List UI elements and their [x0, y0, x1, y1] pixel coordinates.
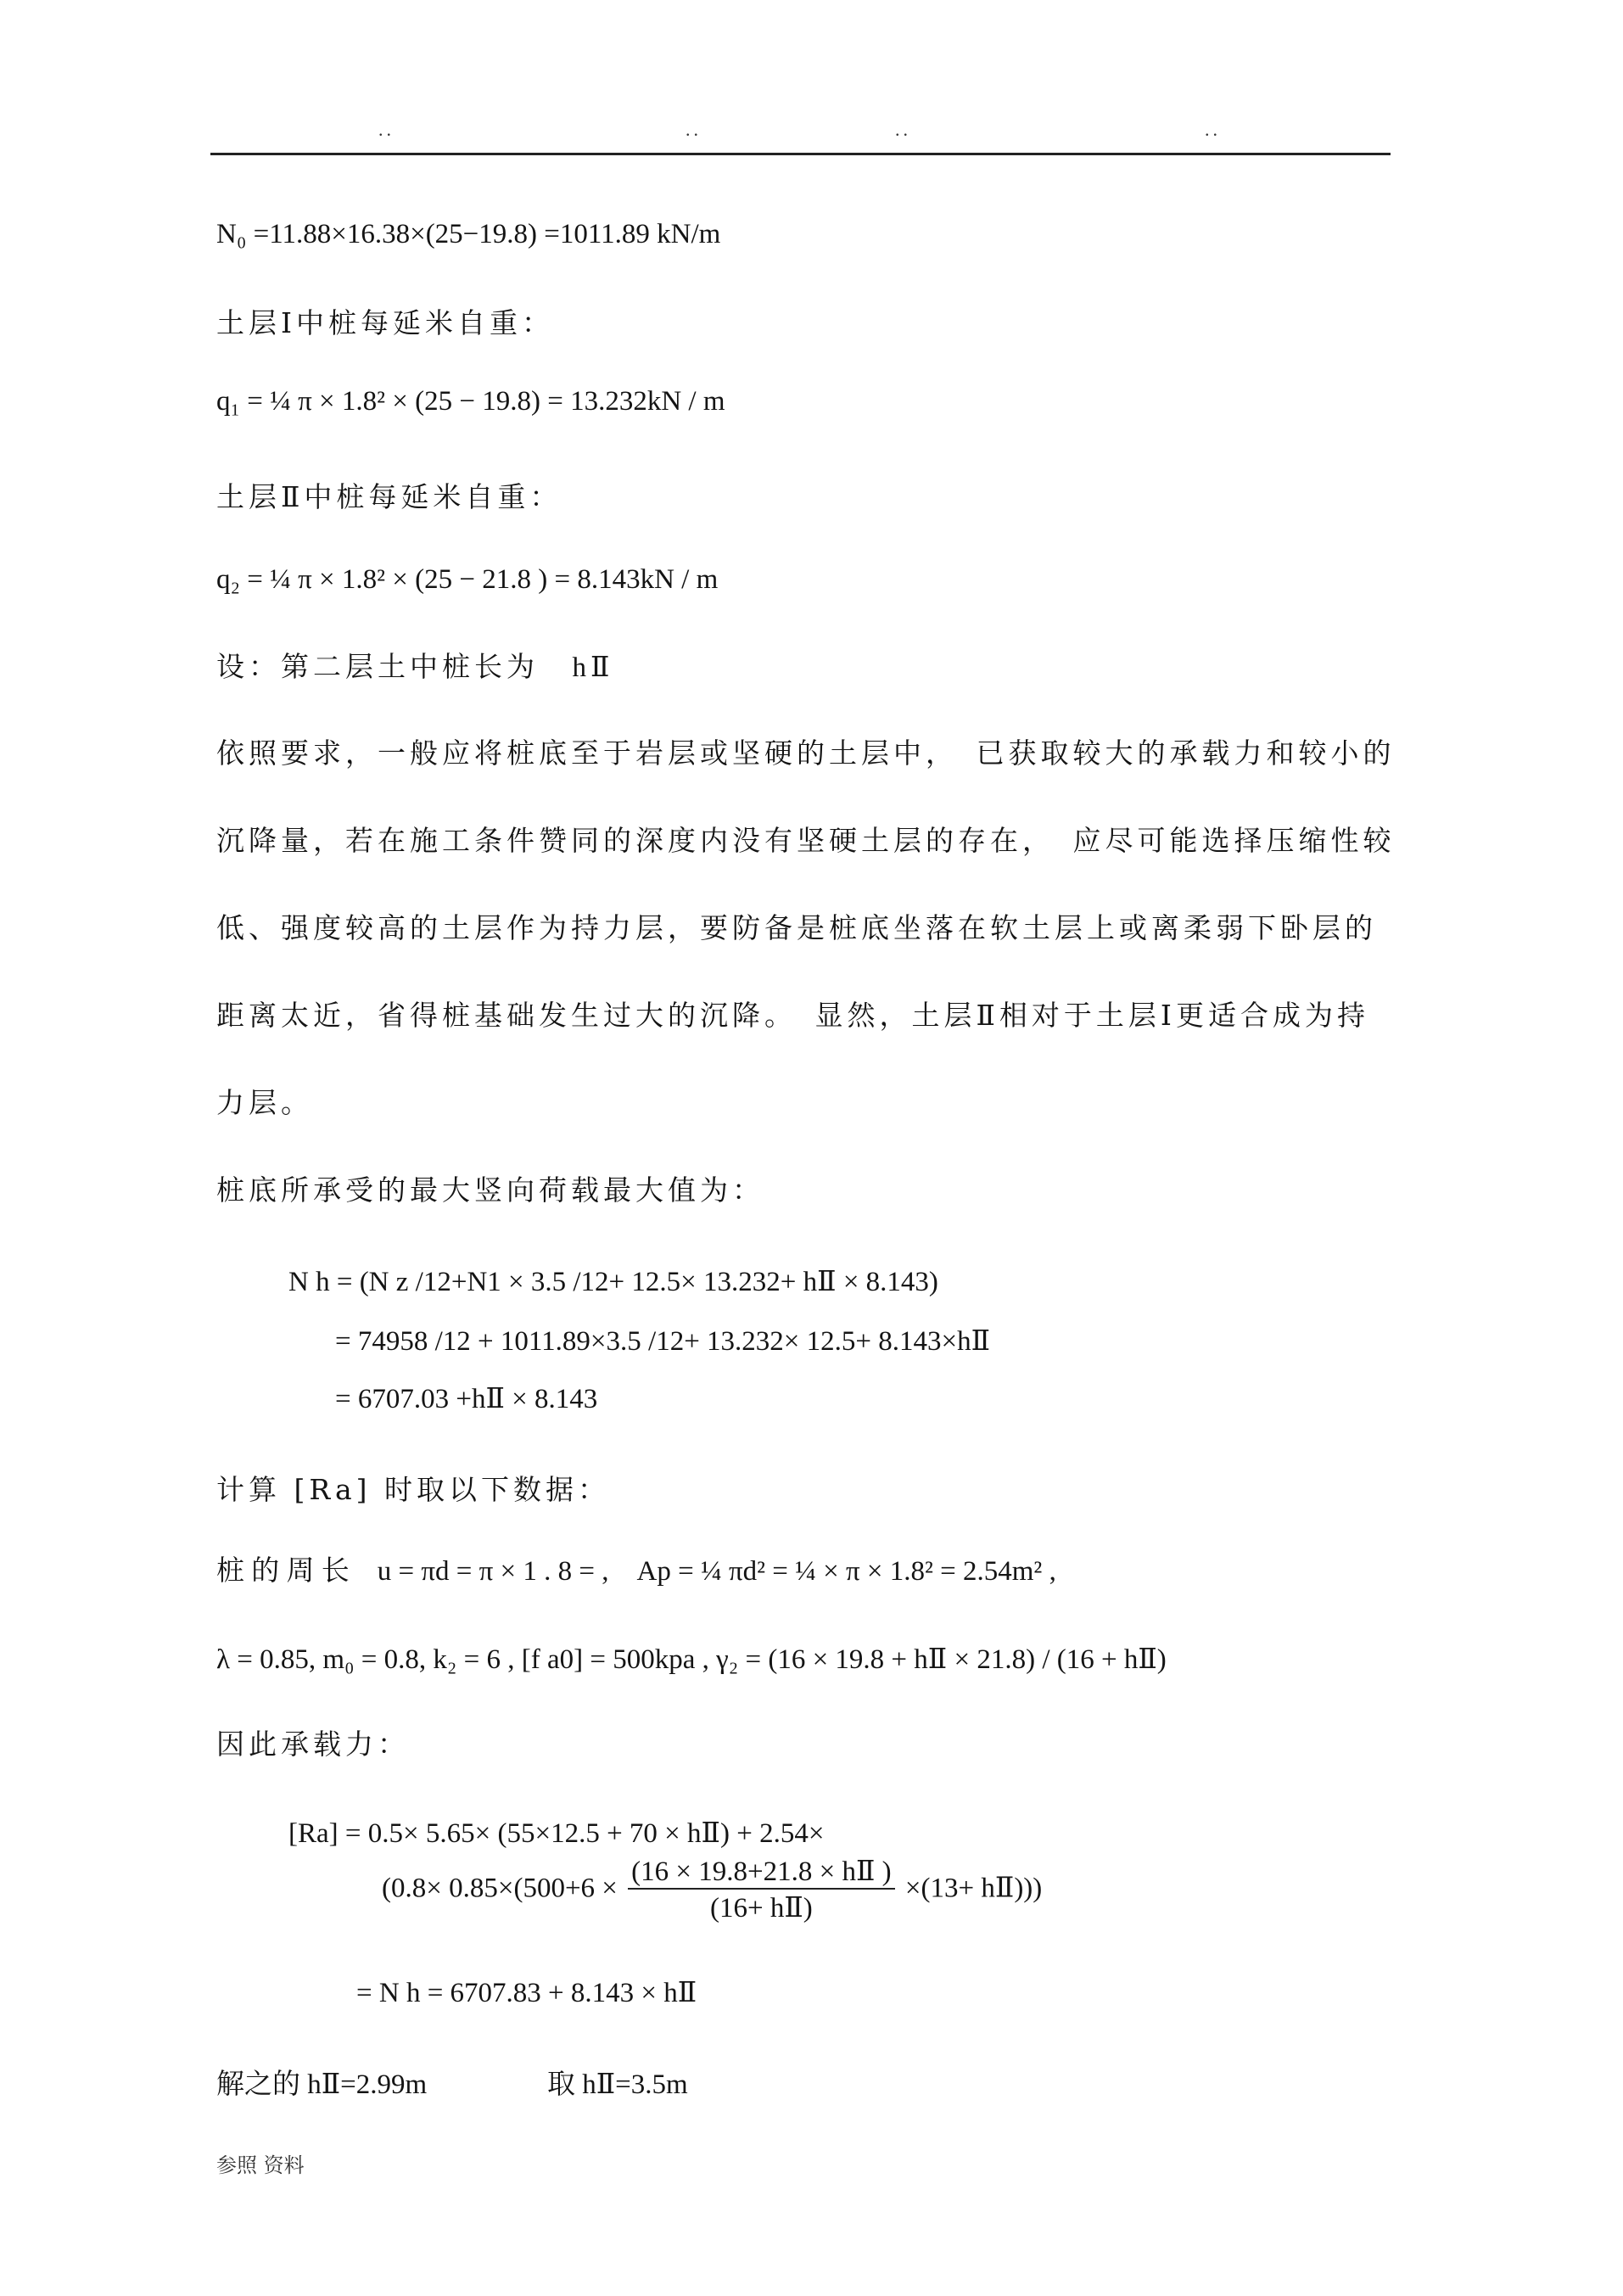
formula-ra-2-suffix: ×(13+ hⅡ))) [904, 1873, 1043, 1904]
footer-note: 参照 资料 [216, 2153, 305, 2177]
header-mark-1: .. [378, 119, 395, 140]
assume-label: 设：第二层土中桩长为 [216, 650, 539, 683]
fraction-numerator: (16 × 19.8+21.8 × hⅡ ) [628, 1858, 895, 1890]
solve-result: 解之的 hⅡ=2.99m [216, 2069, 428, 2100]
fraction-denominator: (16+ hⅡ) [710, 1893, 813, 1924]
formula-nh-2: = 74958 /12 + 1011.89×3.5 /12+ 13.232× 12.5+ 8.143×hⅡ [335, 1326, 991, 1357]
formula-q1: q₁ = ¼ π × 1.8² × (25 − 19.8) = 13.232kN / m [216, 386, 725, 417]
header-mark-3: .. [895, 119, 911, 140]
paragraph-line-2: 沉降量，若在施工条件赞同的深度内没有坚硬土层的存在， 应尽可能选择压缩性较 [216, 824, 1396, 857]
formula-ra-2-prefix: (0.8× 0.85×(500+6 × [382, 1873, 618, 1904]
calc-title: 计算 [Ra] 时取以下数据： [216, 1473, 611, 1506]
paragraph-line-3: 低、强度较高的土层作为持力层，要防备是桩底坐落在软土层上或离柔弱下卧层的 [216, 911, 1377, 944]
header-mark-2: .. [686, 119, 702, 140]
paragraph-line-4: 距离太近，省得桩基础发生过大的沉降。 显然，土层Ⅱ相对于土层Ⅰ更适合成为持 [216, 999, 1369, 1032]
formula-q2: q₂ = ¼ π × 1.8² × (25 − 21.8 ) = 8.143kN / m [216, 564, 719, 595]
formula-ra-3: = N h = 6707.83 + 8.143 × hⅡ [356, 1978, 697, 2008]
header-rule [210, 153, 1391, 155]
formula-nh-3: = 6707.03 +hⅡ × 8.143 [335, 1384, 598, 1414]
formula-nh-1: N h = (N z /12+N1 × 3.5 /12+ 12.5× 13.232+ hⅡ × 8.143) [288, 1267, 938, 1297]
formula-ra-2 [382, 1858, 1042, 1923]
layer1-title: 土层Ⅰ中桩每延米自重： [216, 306, 555, 339]
paragraph-line-1: 依照要求，一般应将桩底至于岩层或坚硬的土层中， 已获取较大的承载力和较小的 [216, 736, 1396, 770]
formula-n0: N₀ =11.88×16.38×(25−19.8) =1011.89 kN/m [216, 219, 721, 249]
assume-text [216, 645, 613, 685]
perimeter-line: 桩 的 周 长 u = πd = π × 1 . 8 = , Ap = ¼ πd² = ¼ × π × 1.8² = 2.54m² , [216, 1556, 1056, 1587]
formula-ra-1: [Ra] = 0.5× 5.65× (55×12.5 + 70 × hⅡ) + 2.54× [288, 1818, 825, 1849]
take-result: 取 hⅡ=3.5m [547, 2069, 688, 2100]
header-mark-4: .. [1205, 119, 1221, 140]
capacity-title: 因此承载力： [216, 1728, 410, 1761]
assume-symbol: hⅡ [572, 652, 614, 683]
formula-ra-2-fraction [628, 1858, 895, 1923]
params-line: λ = 0.85, m₀ = 0.8, k₂ = 6 , [f a0] = 500kpa , γ₂ = (16 × 19.8 + hⅡ × 21.8) / (16 + hⅡ) [216, 1644, 1167, 1675]
layer2-title: 土层Ⅱ中桩每延米自重： [216, 480, 562, 513]
paragraph-line-5: 力层。 [216, 1086, 313, 1119]
max-load-title: 桩底所承受的最大竖向荷载最大值为： [216, 1173, 764, 1207]
